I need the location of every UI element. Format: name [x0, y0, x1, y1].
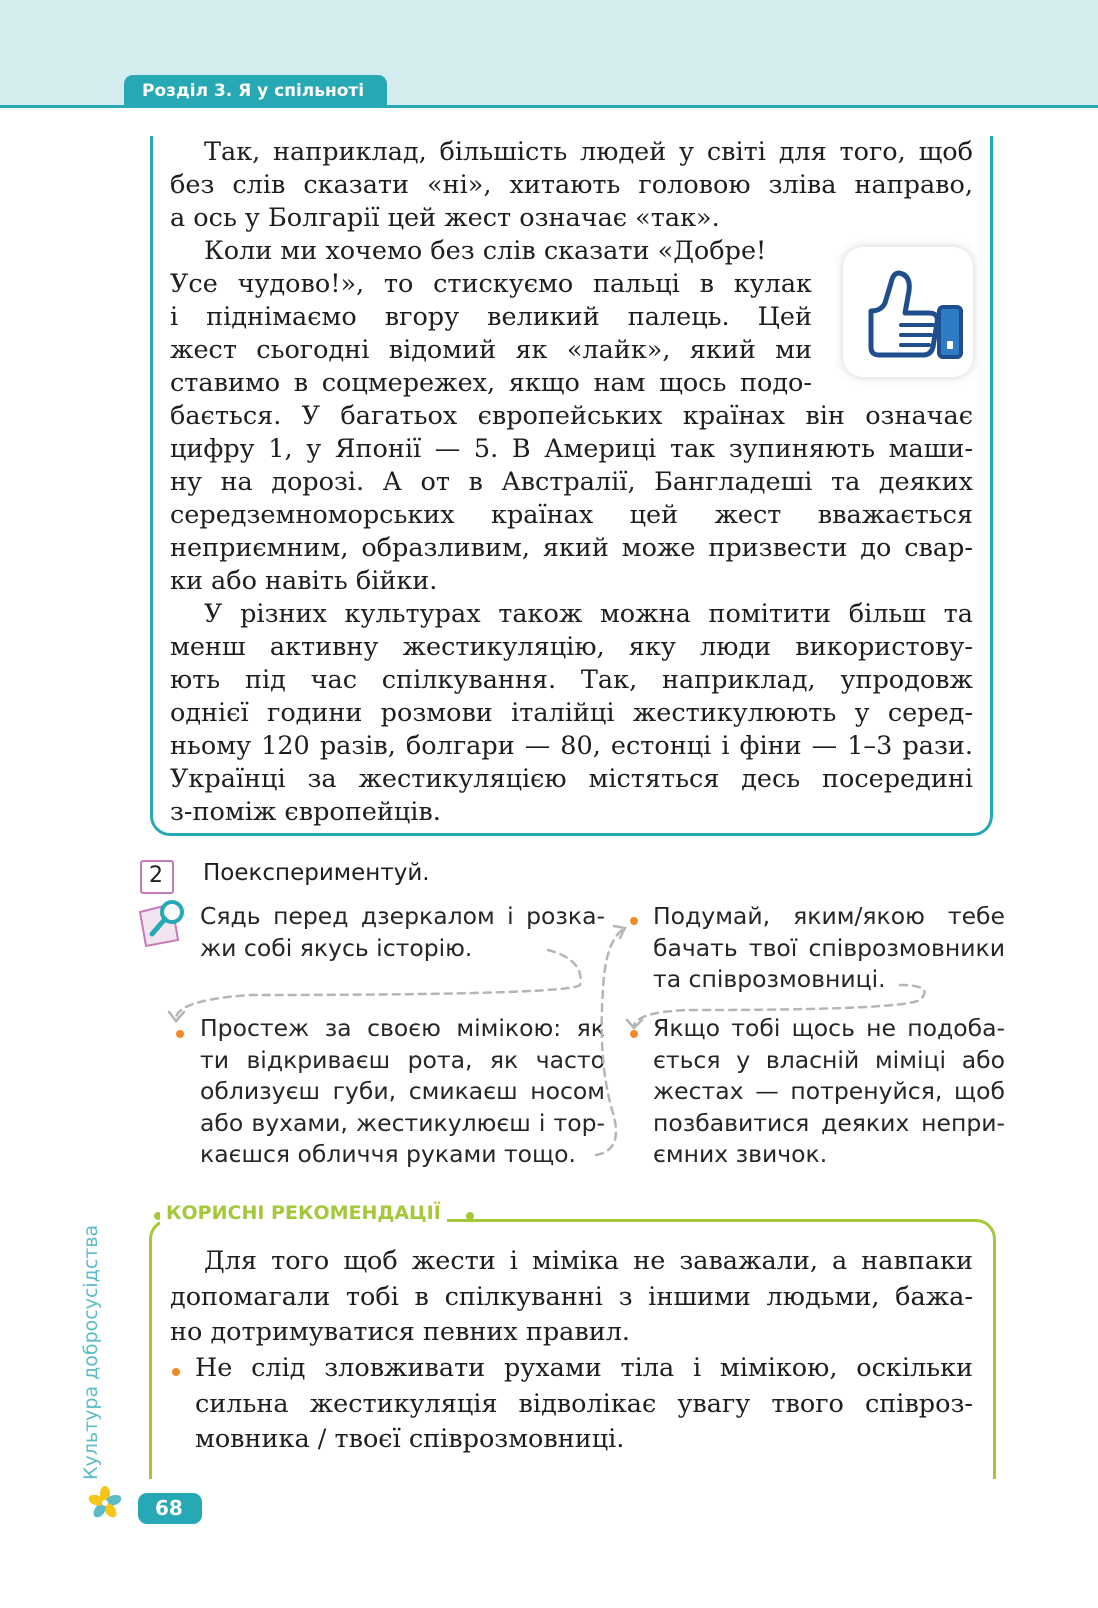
text-line: ньому 120 разів, болгари — 80, естонці і фіни — 1–3 рази. — [170, 731, 973, 761]
text-line: середземноморських країнах цей жест вважається — [170, 500, 973, 530]
text-line: Не слід зловживати рухами тіла і мімікою, оскільки — [195, 1353, 973, 1383]
task-item-line: Сядь перед дзеркалом і розка- — [200, 902, 605, 930]
task-item-line: Якщо тобі щось не подоба- — [653, 1014, 1005, 1042]
text-line: мовника / твоєї співрозмовниці. — [195, 1424, 625, 1454]
task-item-line: ємних звичок. — [653, 1140, 828, 1168]
text-line: Усе чудово!», то стискуємо пальці в кулак — [170, 269, 812, 299]
text-line: ють під час спілкування. Так, наприклад, упродовж — [170, 665, 973, 695]
task-number: 2 — [149, 863, 163, 888]
task-item-line: Простеж за своєю мімікою: як — [200, 1014, 605, 1042]
text-line: жест сьогодні відомий як «лайк», який ми — [170, 335, 812, 365]
recommendations-intro — [170, 1244, 973, 1351]
text-line: однієї години розмови італійці жестикулюють у серед- — [170, 698, 973, 728]
title-dot — [466, 1212, 474, 1220]
page-number: 68 — [155, 1496, 183, 1520]
section-sidebar-label: Культура добросусідства — [80, 1224, 102, 1480]
recommendations-bullet — [195, 1351, 973, 1458]
task-item-line: ється у власній міміці або — [653, 1045, 1005, 1074]
text-line: допомагали тобі в спілкуванні з іншими людьми, бажа- — [170, 1281, 973, 1312]
task-item-line: позбавитися деяких непри- — [653, 1108, 1005, 1137]
text-line: без слів сказати «ні», хитають головою зліва направо, — [170, 170, 973, 200]
task-item-line: ти відкриваєш рота, як часто — [200, 1045, 605, 1074]
task-title: Поекспериментуй. — [203, 860, 430, 886]
task-item-line: каєшся обличчя руками тощо. — [200, 1140, 576, 1168]
text-line: менш активну жестикуляцію, яку люди використову- — [170, 632, 973, 662]
task-item-line: або вухами, жестикулюєш і тор- — [200, 1108, 605, 1137]
text-line: Для того щоб жести і міміка не заважали, а навпаки — [204, 1246, 973, 1276]
task-item-line: Подумай, яким/якою тебе — [653, 902, 1005, 930]
text-line: з-поміж європейців. — [170, 797, 441, 827]
text-line: Так, наприклад, більшість людей у світі для того, щоб — [204, 137, 973, 167]
text-line: ки або навіть бійки. — [170, 566, 438, 596]
bullet-dot — [172, 1368, 180, 1376]
flower-icon — [88, 1486, 122, 1520]
chapter-title: Розділ 3. Я у спільноті — [142, 81, 365, 101]
page-number-badge — [138, 1493, 202, 1524]
text-line: неприємним, образливим, який може призвести до свар- — [170, 533, 973, 563]
text-line: Коли ми хочемо без слів сказати «Добре! — [204, 236, 767, 266]
text-line: ставимо в соцмережех, якщо нам щось подо- — [170, 368, 812, 398]
task-item-line: жи собі якусь історію. — [200, 933, 473, 962]
text-line: Українці за жестикуляцією містяться десь посередині — [170, 764, 973, 794]
text-line: і піднімаємо вгору великий палець. Цей — [170, 302, 812, 332]
task-item-line: та співрозмовниці. — [653, 965, 886, 993]
text-line: но дотримуватися певних правил. — [170, 1317, 631, 1347]
recommendations-title: КОРИСНІ РЕКОМЕНДАЦІЇ — [160, 1202, 447, 1224]
text-line: У різних культурах також можна помітити більш та — [204, 599, 973, 629]
text-line: сильна жестикуляція відволікає увагу твого співроз- — [195, 1388, 973, 1419]
text-line: ну на дорозі. А от в Австралії, Бангладеші та деяких — [170, 467, 973, 497]
text-line: а ось у Болгарії цей жест означає «так». — [170, 203, 720, 233]
text-line: цифру 1, у Японії — 5. В Америці так зупиняють маши- — [170, 434, 973, 464]
task-item-line: бачать твої співрозмовники — [653, 933, 1005, 962]
task-item-line: облизуєш губи, смикаєш носом — [200, 1077, 605, 1105]
text-line: бається. У багатьох європейських країнах він означає — [170, 401, 973, 431]
task-item-line: жестах — потренуйся, щоб — [653, 1077, 1005, 1105]
